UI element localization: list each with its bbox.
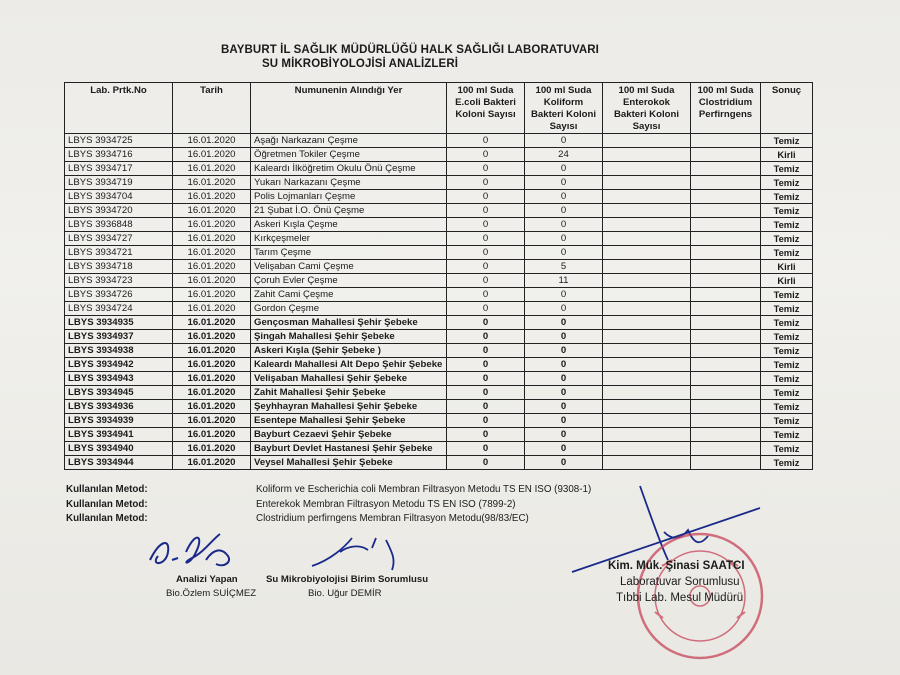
cell-ecoli: 0 <box>447 176 525 190</box>
cell-ecoli: 0 <box>447 232 525 246</box>
cell-date: 16.01.2020 <box>173 246 251 260</box>
cell-location: Zahit Cami Çeşme <box>251 288 447 302</box>
col-ecoli: 100 ml Suda E.coli Bakteri Koloni Sayısı <box>447 83 525 134</box>
col-result: Sonuç <box>761 83 813 134</box>
cell-date: 16.01.2020 <box>173 232 251 246</box>
chief-role-1: Laboratuvar Sorumlusu <box>620 576 740 588</box>
document-title: BAYBURT İL SAĞLIK MÜDÜRLÜĞÜ HALK SAĞLIĞI LABORATUVARI <box>221 44 599 56</box>
cell-ecoli: 0 <box>447 386 525 400</box>
cell-result: Temiz <box>761 162 813 176</box>
cell-location: Gençosman Mahallesi Şehir Şebeke <box>251 316 447 330</box>
cell-result: Temiz <box>761 330 813 344</box>
cell-result: Temiz <box>761 414 813 428</box>
cell-date: 16.01.2020 <box>173 330 251 344</box>
cell-result: Temiz <box>761 400 813 414</box>
cell-lab-no: LBYS 3934721 <box>65 246 173 260</box>
cell-date: 16.01.2020 <box>173 190 251 204</box>
cell-date: 16.01.2020 <box>173 274 251 288</box>
cell-lab-no: LBYS 3934725 <box>65 134 173 148</box>
col-location: Numunenin Alındığı Yer <box>251 83 447 134</box>
cell-lab-no: LBYS 3934727 <box>65 232 173 246</box>
cell-location: Çoruh Evler Çeşme <box>251 274 447 288</box>
cell-lab-no: LBYS 3934719 <box>65 176 173 190</box>
analyst-signature <box>150 534 229 565</box>
cell-location: Bayburt Cezaevi Şehir Şebeke <box>251 428 447 442</box>
cell-date: 16.01.2020 <box>173 456 251 470</box>
cell-lab-no: LBYS 3934704 <box>65 190 173 204</box>
cell-result: Kirli <box>761 260 813 274</box>
cell-lab-no: LBYS 3934941 <box>65 428 173 442</box>
cell-date: 16.01.2020 <box>173 442 251 456</box>
cell-lab-no: LBYS 3934720 <box>65 204 173 218</box>
cell-location: Askeri Kışla Çeşme <box>251 218 447 232</box>
cell-ecoli: 0 <box>447 274 525 288</box>
cell-location: Askeri Kışla (Şehir Şebeke ) <box>251 344 447 358</box>
cell-result: Temiz <box>761 456 813 470</box>
col-lab-no: Lab. Prtk.No <box>65 83 173 134</box>
cell-date: 16.01.2020 <box>173 386 251 400</box>
cell-location: Polis Lojmanları Çeşme <box>251 190 447 204</box>
cell-location: Aşağı Narkazanı Çeşme <box>251 134 447 148</box>
cell-location: Kırkçeşmeler <box>251 232 447 246</box>
cell-koliform: 0 <box>525 246 603 260</box>
cell-koliform: 0 <box>525 204 603 218</box>
cell-ecoli: 0 <box>447 330 525 344</box>
col-enterokok: 100 ml Suda Enterokok Bakteri Koloni Sayısı <box>603 83 691 134</box>
cell-result: Temiz <box>761 246 813 260</box>
cell-lab-no: LBYS 3934943 <box>65 372 173 386</box>
cell-date: 16.01.2020 <box>173 218 251 232</box>
cell-ecoli: 0 <box>447 372 525 386</box>
cell-location: 21 Şubat İ.O. Önü Çeşme <box>251 204 447 218</box>
col-date: Tarih <box>173 83 251 134</box>
cell-koliform: 0 <box>525 232 603 246</box>
cell-koliform: 0 <box>525 428 603 442</box>
chief-name: Kim. Mük. Şinasi SAATCI <box>608 560 745 572</box>
cell-result: Temiz <box>761 288 813 302</box>
cell-location: Şeyhhayran Mahallesi Şehir Şebeke <box>251 400 447 414</box>
cell-date: 16.01.2020 <box>173 134 251 148</box>
cell-koliform: 11 <box>525 274 603 288</box>
cell-koliform: 0 <box>525 218 603 232</box>
analyst-role: Analizi Yapan <box>176 574 238 585</box>
cell-ecoli: 0 <box>447 162 525 176</box>
method-value: Koliform ve Escherichia coli Membran Filtrasyon Metodu TS EN ISO (9308-1) <box>256 484 592 495</box>
cell-ecoli: 0 <box>447 316 525 330</box>
cell-ecoli: 0 <box>447 358 525 372</box>
cell-koliform: 0 <box>525 134 603 148</box>
cell-date: 16.01.2020 <box>173 344 251 358</box>
unit-role: Su Mikrobiyolojisi Birim Sorumlusu <box>266 574 429 585</box>
cell-date: 16.01.2020 <box>173 176 251 190</box>
method-label: Kullanılan Metod: <box>66 513 148 524</box>
col-clostridium: 100 ml Suda Clostridium Perfirngens <box>691 83 761 134</box>
cell-ecoli: 0 <box>447 148 525 162</box>
cell-date: 16.01.2020 <box>173 162 251 176</box>
cell-location: Gordon Çeşme <box>251 302 447 316</box>
cell-result: Kirli <box>761 274 813 288</box>
col-koliform: 100 ml Suda Koliform Bakteri Koloni Sayısı <box>525 83 603 134</box>
cell-date: 16.01.2020 <box>173 204 251 218</box>
cell-location: Veysel Mahallesi Şehir Şebeke <box>251 456 447 470</box>
cell-lab-no: LBYS 3934944 <box>65 456 173 470</box>
cell-date: 16.01.2020 <box>173 148 251 162</box>
cell-koliform: 0 <box>525 190 603 204</box>
cell-ecoli: 0 <box>447 260 525 274</box>
cell-result: Temiz <box>761 190 813 204</box>
cell-ecoli: 0 <box>447 134 525 148</box>
method-value: Enterekok Membran Filtrasyon Metodu TS EN ISO (7899-2) <box>256 499 516 510</box>
cell-date: 16.01.2020 <box>173 400 251 414</box>
analyst-name: Bio.Özlem SUİÇMEZ <box>166 588 257 599</box>
cell-date: 16.01.2020 <box>173 358 251 372</box>
cell-koliform: 0 <box>525 288 603 302</box>
cell-koliform: 0 <box>525 330 603 344</box>
cell-koliform: 24 <box>525 148 603 162</box>
cell-ecoli: 0 <box>447 456 525 470</box>
cell-date: 16.01.2020 <box>173 428 251 442</box>
cell-lab-no: LBYS 3934945 <box>65 386 173 400</box>
cell-koliform: 0 <box>525 442 603 456</box>
cell-result: Temiz <box>761 134 813 148</box>
cell-result: Temiz <box>761 218 813 232</box>
cell-location: Velişaban Cami Çeşme <box>251 260 447 274</box>
cell-lab-no: LBYS 3934723 <box>65 274 173 288</box>
cell-result: Temiz <box>761 204 813 218</box>
cell-lab-no: LBYS 3934726 <box>65 288 173 302</box>
chief-role-2: Tıbbi Lab. Mesul Müdürü <box>616 592 744 604</box>
cell-lab-no: LBYS 3934717 <box>65 162 173 176</box>
method-label: Kullanılan Metod: <box>66 484 148 495</box>
cell-result: Temiz <box>761 316 813 330</box>
cell-ecoli: 0 <box>447 302 525 316</box>
cell-koliform: 0 <box>525 400 603 414</box>
cell-koliform: 0 <box>525 456 603 470</box>
cell-lab-no: LBYS 3936848 <box>65 218 173 232</box>
cell-koliform: 5 <box>525 260 603 274</box>
cell-date: 16.01.2020 <box>173 260 251 274</box>
document-subtitle: SU MİKROBİYOLOJİSİ ANALİZLERİ <box>261 58 459 70</box>
cell-ecoli: 0 <box>447 218 525 232</box>
cell-location: Öğretmen Tokiler Çeşme <box>251 148 447 162</box>
cell-ecoli: 0 <box>447 288 525 302</box>
cell-location: Tarım Çeşme <box>251 246 447 260</box>
cell-lab-no: LBYS 3934718 <box>65 260 173 274</box>
cell-result: Temiz <box>761 442 813 456</box>
unit-signature <box>312 538 394 570</box>
cell-result: Kirli <box>761 148 813 162</box>
cell-ecoli: 0 <box>447 442 525 456</box>
cell-lab-no: LBYS 3934936 <box>65 400 173 414</box>
cell-result: Temiz <box>761 428 813 442</box>
cell-result: Temiz <box>761 232 813 246</box>
cell-koliform: 0 <box>525 302 603 316</box>
cell-ecoli: 0 <box>447 414 525 428</box>
cell-koliform: 0 <box>525 386 603 400</box>
cell-date: 16.01.2020 <box>173 316 251 330</box>
cell-result: Temiz <box>761 372 813 386</box>
method-label: Kullanılan Metod: <box>66 499 148 510</box>
cell-ecoli: 0 <box>447 246 525 260</box>
cell-ecoli: 0 <box>447 190 525 204</box>
cell-location: Esentepe Mahallesi Şehir Şebeke <box>251 414 447 428</box>
cell-result: Temiz <box>761 358 813 372</box>
cell-koliform: 0 <box>525 344 603 358</box>
cell-koliform: 0 <box>525 372 603 386</box>
cell-location: Şingah Mahallesi Şehir Şebeke <box>251 330 447 344</box>
cell-lab-no: LBYS 3934940 <box>65 442 173 456</box>
cell-date: 16.01.2020 <box>173 414 251 428</box>
method-value: Clostridium perfirngens Membran Filtrasyon Metodu(98/83/EC) <box>256 513 529 524</box>
cell-lab-no: LBYS 3934938 <box>65 344 173 358</box>
cell-lab-no: LBYS 3934716 <box>65 148 173 162</box>
cell-location: Kaleardı Mahallesi Alt Depo Şehir Şebeke <box>251 358 447 372</box>
cell-date: 16.01.2020 <box>173 288 251 302</box>
cell-lab-no: LBYS 3934724 <box>65 302 173 316</box>
cell-ecoli: 0 <box>447 204 525 218</box>
cell-lab-no: LBYS 3934942 <box>65 358 173 372</box>
cell-result: Temiz <box>761 386 813 400</box>
cell-koliform: 0 <box>525 162 603 176</box>
cell-koliform: 0 <box>525 358 603 372</box>
cell-result: Temiz <box>761 176 813 190</box>
cell-ecoli: 0 <box>447 400 525 414</box>
unit-name: Bio. Uğur DEMİR <box>308 588 382 599</box>
cell-result: Temiz <box>761 302 813 316</box>
cell-ecoli: 0 <box>447 428 525 442</box>
cell-lab-no: LBYS 3934937 <box>65 330 173 344</box>
cell-location: Velişaban Mahallesi Şehir Şebeke <box>251 372 447 386</box>
cell-lab-no: LBYS 3934939 <box>65 414 173 428</box>
cell-result: Temiz <box>761 344 813 358</box>
cell-ecoli: 0 <box>447 344 525 358</box>
cell-date: 16.01.2020 <box>173 372 251 386</box>
cell-koliform: 0 <box>525 414 603 428</box>
cell-location: Kaleardı İlköğretim Okulu Önü Çeşme <box>251 162 447 176</box>
cell-location: Yukarı Narkazanı Çeşme <box>251 176 447 190</box>
cell-location: Zahit Mahallesi Şehir Şebeke <box>251 386 447 400</box>
cell-date: 16.01.2020 <box>173 302 251 316</box>
cell-location: Bayburt Devlet Hastanesi Şehir Şebeke <box>251 442 447 456</box>
cell-lab-no: LBYS 3934935 <box>65 316 173 330</box>
cell-koliform: 0 <box>525 176 603 190</box>
cell-koliform: 0 <box>525 316 603 330</box>
